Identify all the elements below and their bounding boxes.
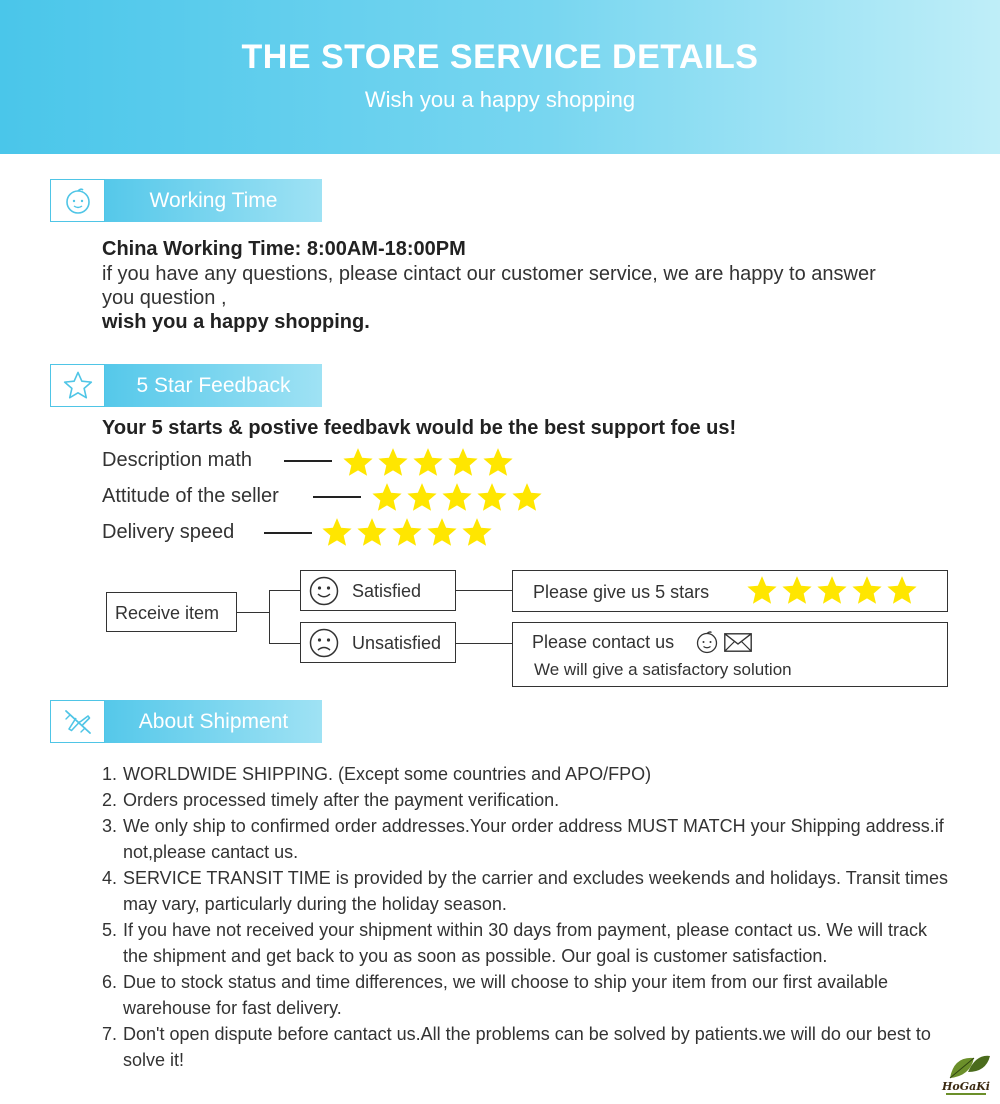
unsatisfied-label: Unsatisfied bbox=[352, 633, 442, 653]
star-icon bbox=[341, 446, 375, 480]
page-title: THE STORE SERVICE DETAILS bbox=[241, 38, 759, 76]
satisfied-box bbox=[300, 570, 456, 611]
section-header-shipment bbox=[50, 700, 322, 743]
svg-text:HoGaKi: HoGaKi bbox=[942, 1080, 990, 1093]
envelope-icon bbox=[724, 633, 752, 657]
rating-dash bbox=[284, 460, 332, 462]
working-note-line2: you question , bbox=[102, 287, 227, 309]
give-stars-rating bbox=[745, 574, 920, 608]
receive-item-label: Receive item bbox=[115, 603, 220, 623]
list-item: 7. Don't open dispute before cantact us.All the problems can be solved by patients.we will do our best to solve it! bbox=[102, 1024, 931, 1070]
shipment-list bbox=[102, 761, 952, 1073]
connector-line bbox=[237, 612, 269, 613]
rating-label-description: Description math bbox=[102, 449, 253, 471]
contact-us-detail: We will give a satisfactory solution bbox=[534, 660, 792, 679]
working-hours: China Working Time: 8:00AM-18:00PM bbox=[102, 238, 466, 260]
section-title-working-time: Working Time bbox=[105, 179, 322, 222]
list-item: 6. Due to stock status and time differences, we will choose to ship your item from our first available warehouse for fast delivery. bbox=[102, 972, 889, 1018]
list-item: 1. WORLDWIDE SHIPPING. (Except some countries and APO/FPO) bbox=[102, 764, 652, 784]
star-icon bbox=[510, 481, 544, 515]
receive-item-box bbox=[106, 592, 237, 632]
face-icon bbox=[695, 630, 719, 659]
star-icon bbox=[376, 446, 410, 480]
contact-us-text: Please contact us bbox=[532, 632, 675, 652]
working-note-line3: wish you a happy shopping. bbox=[102, 311, 370, 333]
working-note-line1: if you have any questions, please cintact our customer service, we are happy to answer bbox=[102, 263, 876, 285]
section-title-feedback: 5 Star Feedback bbox=[105, 364, 322, 407]
star-icon bbox=[850, 574, 884, 608]
list-item: 5. If you have not received your shipment within 30 days from payment, please contact us. We will track the shipment and get back to you as soon as possible. Our goal is customer satisfaction. bbox=[102, 920, 928, 966]
rating-label-attitude: Attitude of the seller bbox=[102, 485, 279, 507]
connector-line bbox=[269, 590, 300, 591]
rating-label-delivery: Delivery speed bbox=[102, 521, 235, 543]
section-header-working-time bbox=[50, 179, 322, 222]
star-icon bbox=[370, 481, 404, 515]
give-stars-text: Please give us 5 stars bbox=[533, 582, 710, 602]
star-icon bbox=[425, 516, 459, 550]
star-icon bbox=[405, 481, 439, 515]
star-outline-icon bbox=[50, 364, 105, 407]
list-item: 4. SERVICE TRANSIT TIME is provided by the carrier and excludes weekends and holidays. Transit times may vary, particularly during the holiday season. bbox=[102, 868, 949, 914]
rating-dash bbox=[313, 496, 361, 498]
star-icon bbox=[475, 481, 509, 515]
section-header-feedback bbox=[50, 364, 322, 407]
list-item: 3. We only ship to confirmed order addresses.Your order address MUST MATCH your Shipping address.if not,please cantact us. bbox=[102, 816, 944, 862]
feedback-intro: Your 5 starts & postive feedbavk would be the best support foe us! bbox=[102, 417, 737, 439]
rating-stars-delivery bbox=[320, 516, 495, 550]
satisfied-label: Satisfied bbox=[352, 581, 422, 601]
section-title-shipment: About Shipment bbox=[105, 700, 322, 743]
star-icon bbox=[320, 516, 354, 550]
page-subtitle: Wish you a happy shopping bbox=[364, 87, 636, 112]
star-icon bbox=[440, 481, 474, 515]
star-icon bbox=[780, 574, 814, 608]
connector-line bbox=[269, 643, 300, 644]
give-stars-box bbox=[512, 570, 948, 612]
rating-stars-description bbox=[341, 446, 516, 480]
star-icon bbox=[885, 574, 919, 608]
rating-stars-attitude bbox=[370, 481, 545, 515]
star-icon bbox=[355, 516, 389, 550]
star-icon bbox=[411, 446, 445, 480]
star-icon bbox=[745, 574, 779, 608]
star-icon bbox=[460, 516, 494, 550]
rating-dash bbox=[264, 532, 312, 534]
star-icon bbox=[446, 446, 480, 480]
connector-line bbox=[456, 643, 512, 644]
face-icon bbox=[50, 179, 105, 222]
connector-line bbox=[456, 590, 512, 591]
star-icon bbox=[815, 574, 849, 608]
list-item: 2. Orders processed timely after the payment verification. bbox=[102, 790, 560, 810]
connector-line bbox=[269, 590, 270, 644]
brand-logo bbox=[940, 1048, 992, 1098]
unsatisfied-box bbox=[300, 622, 456, 663]
airplane-icon bbox=[50, 700, 105, 743]
smile-face-icon bbox=[309, 576, 339, 611]
star-icon bbox=[481, 446, 515, 480]
header-banner bbox=[0, 0, 1000, 154]
star-icon bbox=[390, 516, 424, 550]
sad-face-icon bbox=[309, 628, 339, 663]
contact-us-box bbox=[512, 622, 948, 687]
